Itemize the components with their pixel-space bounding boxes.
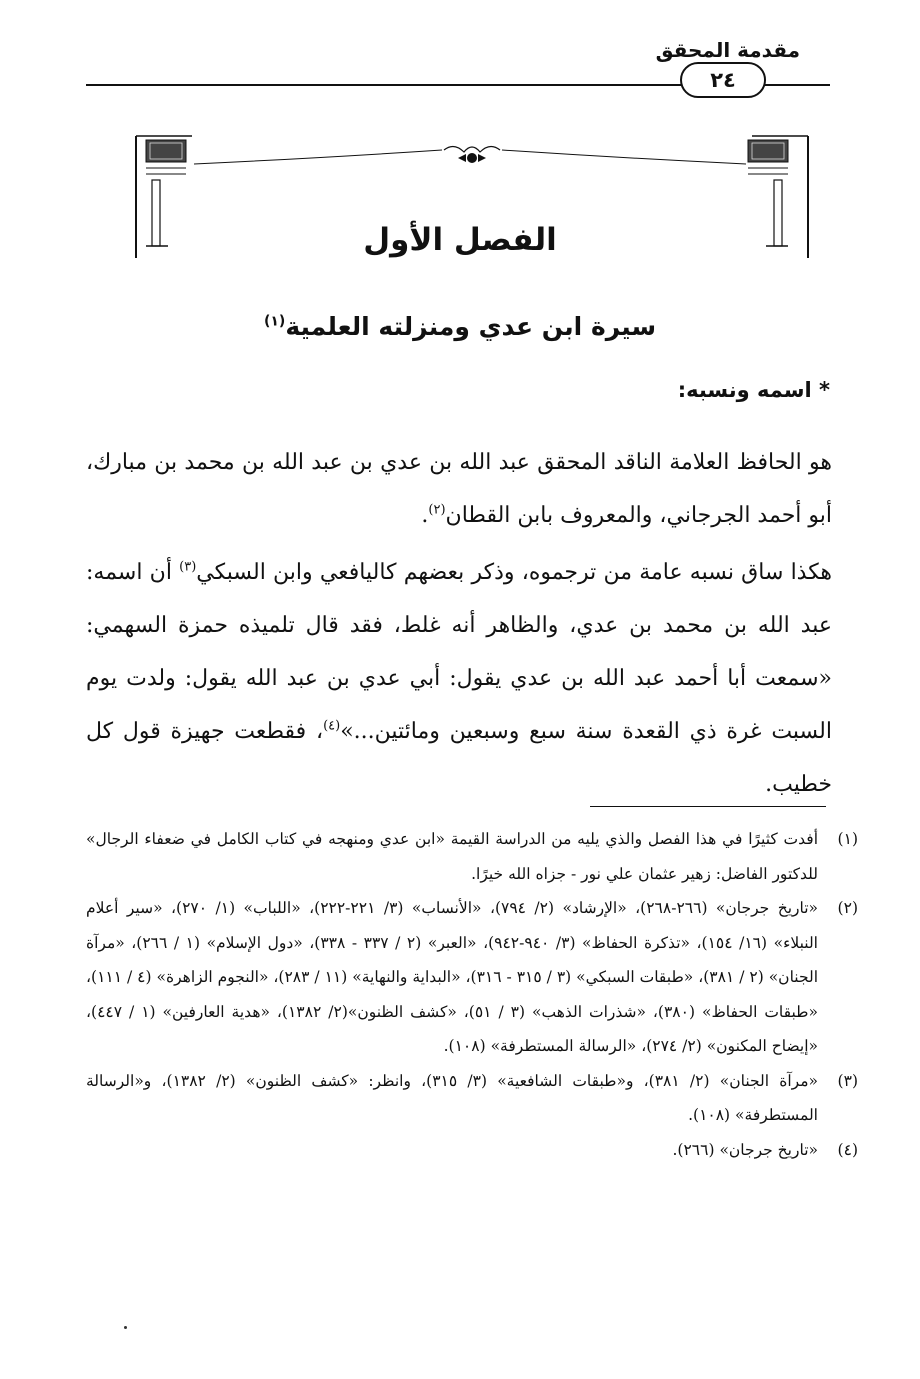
right-drape-line xyxy=(502,150,746,164)
footnote-3 xyxy=(86,1064,858,1133)
bullet-star-icon: * xyxy=(819,378,830,402)
page-number-text: ٢٤ xyxy=(710,68,736,92)
footnote-text: «تاريخ جرجان» (٢٦٦-٢٦٨)، «الإرشاد» (٢/ ٧٩٤)، «الأنساب» (٣/ ٢٢١-٢٢٢)، «اللباب» (١/ ٢٧٠)، «سير أعلام النبلاء» (١٦/ ١٥٤)، «تذكرة الحفاظ» (٣/ ٩٤٠-٩٤٢)، «العبر» (٢ / ٣٣٧ - ٣٣٨)، «دول الإسلام» (١ / ٢٦٦)، «مرآة الجنان» (٢ / ٣٨١)، «طبقات السبكي» (٣ / ٣١٥ - ٣١٦)، «البداية والنهاية» (١١ / ٢٨٣)، «النجوم الزاهرة» (٤ / ١١١)، «طبقات الحفاظ» (٣٨٠)، «شذرات الذهب» (٣ / ٥١)، «كشف الظنون»(٢/ ١٣٨٢)، «هدية العارفين» (١ / ٤٤٧)، «إيضاح المكنون» (٢/ ٢٧٤)، «الرسالة المستطرفة» (١٠٨). xyxy=(86,899,819,1055)
paragraph-1 xyxy=(86,436,832,542)
footnote-number: (٤) xyxy=(837,1140,858,1159)
footnote-text: «تاريخ جرجان» (٢٦٦). xyxy=(672,1140,818,1159)
section-title-text: سيرة ابن عدي ومنزلته العلمية xyxy=(285,312,657,341)
center-flower-ornament xyxy=(444,146,500,163)
scan-speck xyxy=(124,1326,127,1329)
paragraph-2-quote: أن اسمه: عبد الله بن محمد بن عدي، والظاهر أنه غلط، فقد قال تلميذه حمزة السهمي: «سمعت أبا أحمد عبد الله بن عدي يقول: أبي عدي بن عبد الله يقول: ولدت يوم السبت غرة ذي القعدة سنة سبع وسبعين ومائتين...» xyxy=(86,560,832,744)
paragraph-1-end: . xyxy=(421,503,429,528)
paragraph-1-text: هو الحافظ العلامة الناقد المحقق عبد الله بن عدي بن عبد الله بن محمد بن مبارك، أبو أحمد الجرجاني، والمعروف بابن القطان xyxy=(86,450,832,528)
chapter-title: الفصل الأول xyxy=(363,222,557,258)
footnote-text: أفدت كثيرًا في هذا الفصل والذي يليه من الدراسة القيمة «ابن عدي ومنهجه في كتاب الكامل في ضعفاء الرجال» للدكتور الفاضل: زهير عثمان علي نور - جزاه الله خيرًا. xyxy=(86,830,818,883)
paragraph-2-text: هكذا ساق نسبه عامة من ترجموه، وذكر بعضهم كاليافعي وابن السبكي xyxy=(196,560,832,585)
footnote-4 xyxy=(86,1133,858,1168)
paragraph-2 xyxy=(86,546,832,811)
footnotes xyxy=(86,822,858,1167)
subheading-text: اسمه ونسبه: xyxy=(677,378,812,402)
footnote-number: (٣) xyxy=(837,1071,858,1090)
footnote-1 xyxy=(86,822,858,891)
footnote-ref-3: (٣) xyxy=(179,559,197,575)
footnote-ref-2: (٢) xyxy=(428,502,446,518)
paragraph-2-end: ، فقطعت جهيزة قول كل خطيب. xyxy=(86,719,832,797)
footnote-number: (١) xyxy=(837,830,858,848)
footnote-number: (٢) xyxy=(837,899,858,917)
footnote-2 xyxy=(86,891,858,1064)
footnote-text: «مرآة الجنان» (٢/ ٣٨١)، و«طبقات الشافعية» (٣/ ٣١٥)، وانظر: «كشف الظنون» (٢/ ١٣٨٢)، و«الرسالة المستطرفة» (١٠٨). xyxy=(86,1071,819,1124)
running-header-title: مقدمة المحقق xyxy=(655,38,800,62)
footnote-ref-1: (١) xyxy=(263,313,286,330)
footnote-separator xyxy=(590,806,826,807)
section-title xyxy=(0,312,920,341)
footnote-ref-4: (٤) xyxy=(323,718,341,734)
subheading-name-lineage xyxy=(678,378,830,402)
page-number xyxy=(680,62,766,98)
left-drape-line xyxy=(194,150,442,164)
